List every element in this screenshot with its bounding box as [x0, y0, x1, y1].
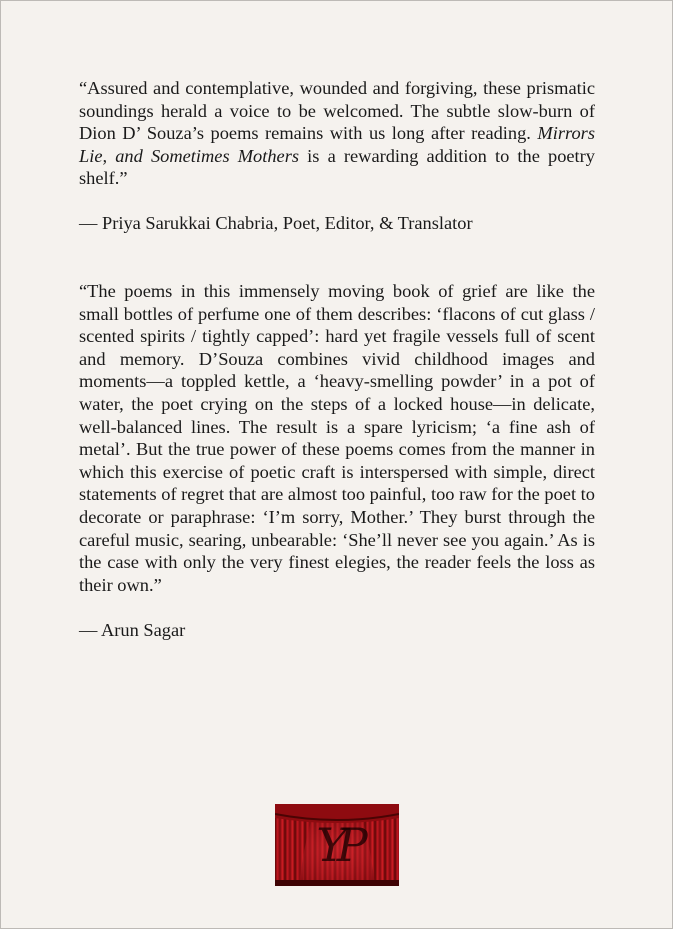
blurb-sagar: “The poems in this immensely moving book of grief are like the small bottles of perfume one of them describes: ‘flacons of cut glass / scented spirits / tightly capped’: hard yet fragile vessels full of scent and memory. D’Souza combines vivid childhood images and moments—a toppled kettle, a ‘heavy-smelling powder’ in a pot of water, the poet crying on the steps of a locked house—in delicate, well-balanced lines. The result is a spare lyricism; ‘a fine ash of metal’. But the true power of these poems comes from the manner in which this exercise of poetic craft is interspersed with simple, direct statements of regret that are almost too painful, too raw for the poet to decorate or paraphrase: ‘I’m sorry, Mother.’ They burst through the careful music, searing, unbearable: ‘She’ll never see you again.’ As is the case with only the very finest elegies, the reader feels the loss as their own.”	[79, 281, 595, 595]
attribution-sagar: — Arun Sagar	[79, 620, 186, 640]
book-title: Mirrors Lie, and Sometimes Mothers	[79, 123, 595, 166]
publisher-monogram: YP	[316, 818, 358, 872]
blurb-chabria-text-before: “Assured and contemplative, wounded and forgiving, these prismatic soundings herald a voice to be welcomed. The subtle slow-burn of Dion D’ Souza’s poems remains with us long after reading.	[79, 78, 595, 144]
attribution-chabria: — Priya Sarukkai Chabria, Poet, Editor, & Translator	[79, 213, 473, 233]
publisher-logo	[275, 804, 399, 886]
blurb-chabria-text-after: is a rewarding addition to the poetry shelf.”	[79, 145, 595, 189]
blurb-chabria	[79, 77, 595, 190]
